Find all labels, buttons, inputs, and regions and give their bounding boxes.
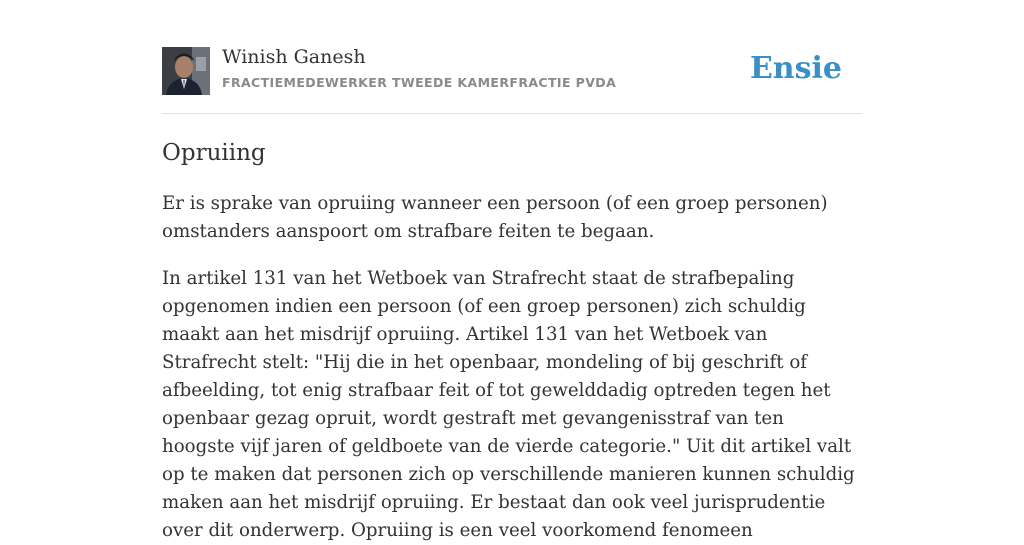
- author-header: [162, 0, 862, 114]
- author-role: FRACTIEMEDEWERKER TWEEDE KAMERFRACTIE PVDA: [222, 75, 617, 90]
- author-photo-icon: [162, 47, 210, 95]
- ensie-logo[interactable]: Ensie: [749, 51, 842, 86]
- article-page: [162, 0, 862, 545]
- article-paragraph-1: Er is sprake van opruiing wanneer een persoon (of een groep personen) omstanders aanspoort om strafbare feiten te begaan.: [162, 193, 828, 242]
- article-paragraph-2: In artikel 131 van het Wetboek van Strafrecht staat de strafbepaling opgenomen indien een persoon (of een groep personen) zich schuldig maakt aan het misdrijf opruiing. Artikel 131 van het Wetboek van Strafrecht stelt: "Hij die in het openbaar, mondeling of bij geschrift of afbeelding, tot enig strafbaar feit of tot gewelddadig optreden tegen het openbaar gezag opruit, wordt gestraft met gevangenisstraf van ten hoogste vijf jaren of geldboete van de vierde categorie." Uit dit artikel valt op te maken dat personen zich op verschillende manieren kunnen schuldig maken aan het misdrijf opruiing. Er bestaat dan ook veel jurisprudentie over dit onderwerp. Opruiing is een veel voorkomend fenomeen: [162, 268, 855, 541]
- author-name[interactable]: Winish Ganesh: [222, 46, 366, 68]
- author-avatar[interactable]: [162, 47, 210, 95]
- article-title: Opruiing: [162, 140, 266, 166]
